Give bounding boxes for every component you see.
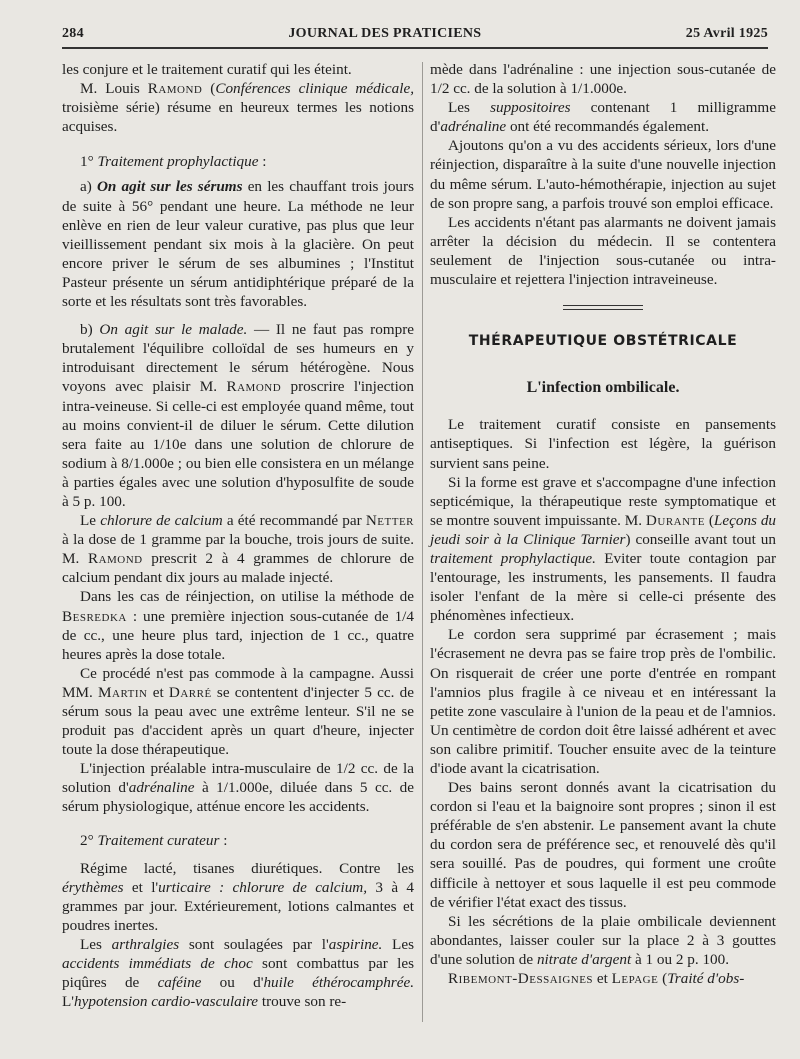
- paragraph: b) On agit sur le malade. — Il ne faut pas rompre brutalement l'équilibre colloïdal de ses humeurs en y introduisant directement le sérum hétérogène. Nous voyons avec plaisir M. Ramond proscrire l'injection intra-veineuse. Si celle-ci est employée quand même, tout au moins convient-il de diluer le sérum. Cette dilution sera faite au 1/10e dans une solution de chlorure de sodium à 8/1.000e ; ou bien elle consistera en un mélange à parties égales avec une solution d'hyposulfite de soude à 5 p. 100.: [62, 321, 414, 510]
- author-name: Netter: [365, 512, 415, 530]
- left-column: [62, 60, 414, 1011]
- paragraph: Des bains seront donnés avant la cicatrisation du cordon si l'eau et la baignoire sont propres ; sinon il est préférable de s'en abstenir. Le pansement avant la chute du cordon sera de préférence sec, et renouvelé dès qu'il sera souillé. Pas de poudres, qui forment une croûte difficile à nettoyer et sous laquelle il est peu commode de vérifier l'état exact des tissus.: [430, 779, 776, 911]
- paragraph: Si la forme est grave et s'accompagne d'une infection septicémique, la thérapeutique reste symptomatique et se montre souvent impuissante. M. Durante (Leçons du jeudi soir à la Clinique Tarnier) conseille avant tout un traitement prophylactique. Eviter toute contagion par l'entourage, les instruments, les pansements. Il faudra isoler l'enfant de la mère si celle-ci présente des phénomènes infectieux.: [430, 473, 777, 625]
- paragraph: Les accidents n'étant pas alarmants ne doivent jamais arrêter la décision du médecin. Il se contentera seulement de l'injection sous-cutanée ou intra-musculaire et rejettera l'injection intraveineuse.: [430, 213, 776, 289]
- paragraph: L'injection préalable intra-musculaire de 1/2 cc. de la solution d'adrénaline à 1/1.000e, diluée dans 5 cc. de sérum physiologique, atténue encore les accidents.: [62, 760, 414, 816]
- paragraph: Le cordon sera supprimé par écrasement ; mais l'écrasement ne devra pas se faire trop près de l'ombilic. On risquerait de créer une porte d'entrée en rompant l'amnios plus fragile à ce niveau et en intéressant la petite zone vasculaire à l'union de la peau et de l'amnios. Un centimètre de cordon doit être laissé adhérent et avec son calibre primitif. Toucher ensuite avec de la teinture d'iode avant la cicatrisation.: [430, 626, 776, 777]
- author-name: Ramond: [87, 550, 143, 568]
- issue-date: 25 Avril 1925: [685, 26, 768, 41]
- journal-title: JOURNAL DES PRATICIENS: [288, 26, 482, 41]
- page-header: [62, 26, 768, 42]
- paragraph: Si les sécrétions de la plaie ombilicale deviennent abondantes, laisser couler sur la place 2 à 3 gouttes d'une solution de nitrate d'argent à 1 ou 2 p. 100.: [430, 912, 776, 968]
- section-heading: 1° Traitement prophylactique :: [80, 153, 267, 171]
- paragraph: Dans les cas de réinjection, on utilise la méthode de Besredka : une première injection sous-cutanée de 1/4 de cc., une heure plus tard, injection de 1 cc., quatre heures après la dose totale.: [62, 588, 414, 663]
- paragraph: Ce procédé n'est pas commode à la campagne. Aussi MM. Martin et Darré se contentent d'injecter 5 cc. de sérum sous la peau avec une extrême lenteur. S'il ne se produit pas d'accident après un quart d'heure, injecter toute la dose thérapeutique.: [62, 664, 414, 759]
- author-name: Martin: [98, 683, 148, 701]
- section-title: THÉRAPEUTIQUE OBSTÉTRICALE: [468, 333, 738, 350]
- paragraph: Le chlorure de calcium a été recommandé par Netter à la dose de 1 gramme par la bouche, trois jours de suite. M. Ramond prescrit 2 à 4 grammes de chlorure de calcium pendant dix jours au malade injecté.: [62, 512, 415, 587]
- paragraph: mède dans l'adrénaline : une injection sous-cutanée de 1/2 cc. de la solution à 1/1.000e.: [430, 61, 776, 98]
- author-name: Lepage: [611, 970, 659, 988]
- page-number: 284: [62, 26, 84, 41]
- author-name: Besredka: [62, 607, 127, 625]
- paragraph: les conjure et le traitement curatif qui les éteint.: [62, 61, 352, 78]
- author-name: Durante: [645, 511, 705, 529]
- paragraph: Ribemont-Dessaignes et Lepage (Traité d'obs-: [448, 970, 745, 988]
- section-divider: [563, 305, 643, 310]
- paragraph: Régime lacté, tisanes diurétiques. Contre les érythèmes et l'urticaire : chlorure de calcium, 3 à 4 grammes par jour. Extérieurement, lotions calmantes et poudres inertes.: [62, 859, 414, 934]
- right-column: [430, 60, 776, 988]
- author-name: Ramond: [147, 80, 203, 98]
- paragraph: Le traitement curatif consiste en pansements antiseptiques. Si l'infection est légère, la guérison survient sans peine.: [430, 416, 776, 472]
- author-name: Darré: [168, 683, 212, 701]
- paragraph: a) On agit sur les sérums en les chauffant trois jours de suite à 56° pendant une heure. La méthode ne leur enlève en rien de leur valeur curative, pas plus que leur vieillissement pendant six mois à la glacière. On peut encore priver le sérum de ses albumines ; l'Institut Pasteur présente un sérum antidiphtérique préparé de la sorte et les résultats sont très favorables.: [62, 178, 414, 311]
- article-title: L'infection ombilicale.: [526, 379, 680, 397]
- header-rule: [62, 47, 768, 49]
- paragraph: M. Louis Ramond (Conférences clinique médicale, troisième série) résume en heureux termes les notions acquises.: [62, 80, 414, 136]
- section-heading: 2° Traitement curateur :: [80, 831, 228, 849]
- author-name: Ribemont-Dessaignes: [448, 970, 594, 988]
- column-separator: [422, 62, 423, 1022]
- paragraph: Les suppositoires contenant 1 milligramme d'adrénaline ont été recommandés également.: [430, 99, 776, 136]
- paragraph: Les arthralgies sont soulagées par l'aspirine. Les accidents immédiats de choc sont combattus par les piqûres de caféine ou d'huile éthérocamphrée. L'hypotension cardio-vasculaire trouve son re-: [62, 936, 414, 1011]
- author-name: Ramond: [226, 378, 282, 396]
- paragraph: Ajoutons qu'on a vu des accidents sérieux, lors d'une réinjection, disparaître à la suite d'une nouvelle injection du même sérum. L'auto-hémothérapie, injection au sujet de son propre sang, a parfois trouvé son emploi efficace.: [430, 137, 776, 212]
